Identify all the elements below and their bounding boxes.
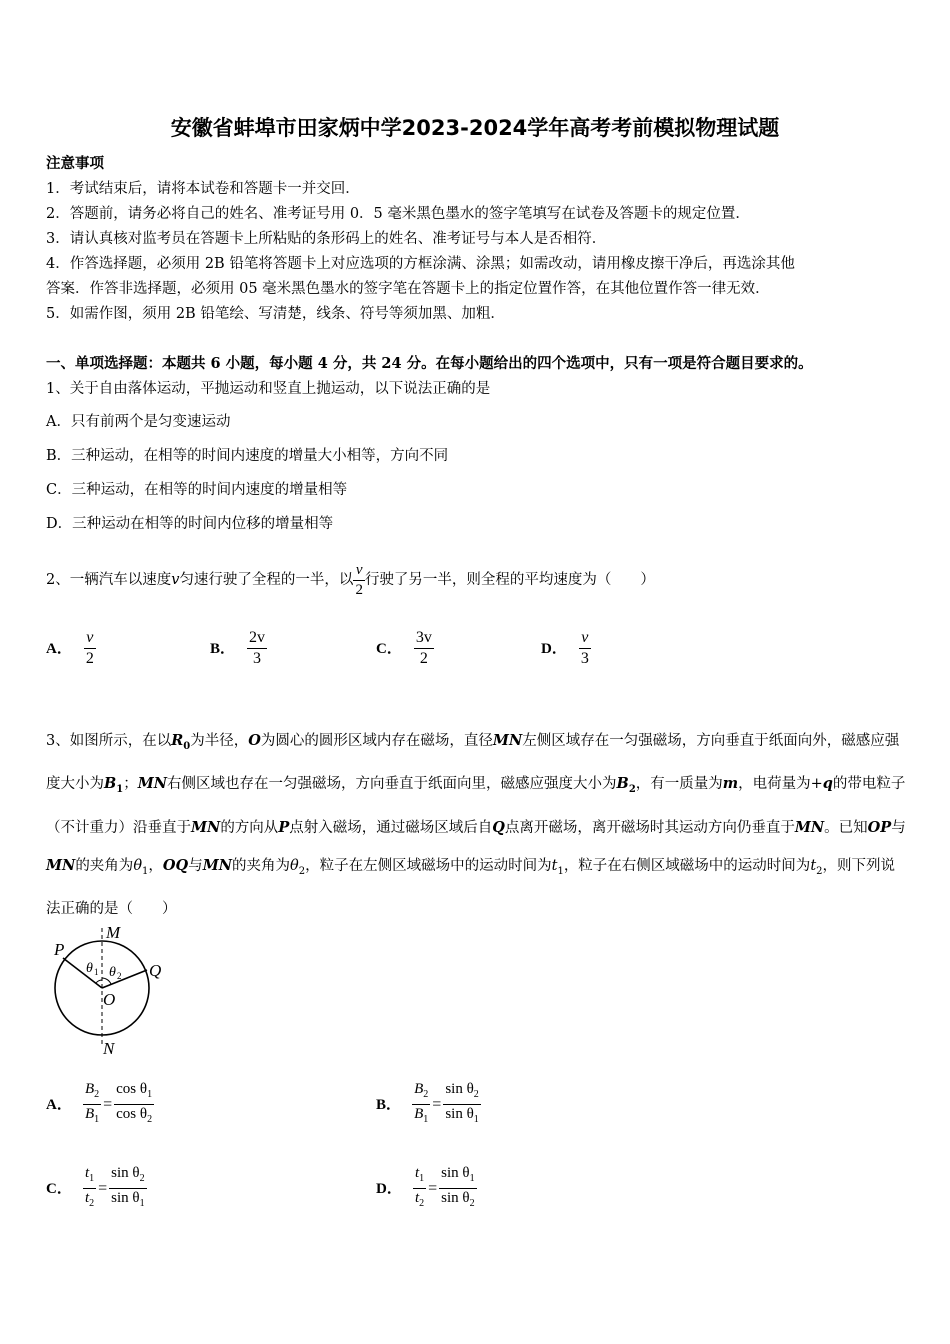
notice-item: 4．作答选择题，必须用 2B 铅笔将答题卡上对应选项的方框涂满、涂黑；如需改动，请用橡皮擦干净后，再选涂其他 bbox=[46, 256, 795, 272]
label-q: Q bbox=[149, 961, 162, 980]
notice-item: 5．如需作图，须用 2B 铅笔绘、写清楚，线条、符号等须加黑、加粗． bbox=[46, 306, 505, 322]
q2-inline-fraction: $\frac{v}{2}$ bbox=[355, 561, 363, 598]
q2-option-c: C． $\frac{3v}{2}$ bbox=[376, 629, 432, 667]
notice-item: 2．答题前，请务必将自己的姓名、准考证号用 0．5 毫米黑色墨水的签字笔填写在试卷及答题卡的规定位置． bbox=[46, 206, 750, 222]
q3-option-a: A． $\frac{B_2}{B_1}$ = $\frac{\cos \theta_1}{\cos \theta_2}$ bbox=[46, 1081, 153, 1125]
q3-option-c: C． $\frac{t_1}{t_2}$ = $\frac{\sin \theta_2}{\sin \theta_1}$ bbox=[46, 1165, 145, 1209]
label-o: O bbox=[103, 990, 116, 1009]
page-title: 安徽省蚌埠市田家炳中学2023-2024学年高考考前模拟物理试题 bbox=[170, 116, 780, 140]
q1-option-a: A．只有前两个是匀变速运动 bbox=[46, 414, 231, 430]
label-theta2-sub: 2 bbox=[117, 971, 122, 981]
label-p: P bbox=[54, 940, 65, 959]
q2-option-b: B． $\frac{2v}{3}$ bbox=[210, 629, 266, 667]
notice-item: 3．请认真核对监考员在答题卡上所粘贴的条形码上的姓名、准考证号与本人是否相符． bbox=[46, 231, 607, 247]
q3-magnetic-field-figure bbox=[46, 920, 176, 1060]
q1-option-d: D．三种运动在相等的时间内位移的增量相等 bbox=[46, 516, 334, 532]
q2-option-d: D． $\frac{v}{3}$ bbox=[541, 629, 589, 667]
q1-option-b: B．三种运动，在相等的时间内速度的增量大小相等，方向不同 bbox=[46, 448, 449, 464]
q1-option-c: C．三种运动，在相等的时间内速度的增量相等 bbox=[46, 482, 348, 498]
notice-heading: 注意事项 bbox=[46, 155, 104, 172]
q1-stem: 1、关于自由落体运动，平抛运动和竖直上抛运动，以下说法正确的是 bbox=[46, 381, 491, 397]
q2-stem bbox=[46, 548, 655, 612]
q3-option-d: D． $\frac{t_1}{t_2}$ = $\frac{\sin \theta_1}{\sin \theta_2}$ bbox=[376, 1165, 475, 1209]
q2-option-a: A． $\frac{v}{2}$ bbox=[46, 629, 94, 667]
label-theta1-sub: 1 bbox=[94, 967, 99, 977]
notice-item: 答案．作答非选择题，必须用 05 毫米黑色墨水的签字笔在答题卡上的指定位置作答，在其他位置作答一律无效． bbox=[46, 281, 770, 297]
notice-item: 1．考试结束后，请将本试卷和答题卡一并交回． bbox=[46, 181, 360, 197]
q3-stem: 3、如图所示，在以$R_0$为半径，O为圆心的圆形区域内存在磁场，直径MN左侧区域存在一匀强磁场，方向垂直于纸面向外，磁感应强度大小为$B_1$；MN右侧区域也存在一匀强磁场，方向垂直于纸面向里，磁感应强度大小为$B_2$，有一质量为m，电荷量为+q的带电粒子（不计重力）沿垂直于MN的方向从P点射入磁场，通过磁场区域后自Q点离开磁场，离开磁场时其运动方向仍垂直于MN。已知OP与MN的夹角为$\theta_1$，OQ与MN的夹角为$\theta_2$，粒子在左侧区域磁场中的运动时间为$t_1$，粒子在右侧区域磁场中的运动时间为$t_2$，则下列说法正确的是（ ） bbox=[46, 732, 906, 917]
section-heading: 一、单项选择题：本题共 6 小题，每小题 4 分，共 24 分。在每小题给出的四个选项中，只有一项是符合题目要求的。 bbox=[46, 355, 813, 372]
label-m: M bbox=[106, 923, 121, 942]
q2-var: v bbox=[171, 572, 180, 588]
label-n: N bbox=[103, 1039, 115, 1058]
q2-stem-part: 2、一辆汽车以速度 bbox=[46, 572, 172, 588]
label-theta1: θ bbox=[86, 961, 93, 976]
q2-stem-part: 行驶了另一半，则全程的平均速度为（ ） bbox=[364, 572, 655, 588]
angle-arc-1 bbox=[96, 980, 102, 983]
q3-option-b: B． $\frac{B_2}{B_1}$ = $\frac{\sin \theta_2}{\sin \theta_1}$ bbox=[376, 1081, 479, 1125]
q2-stem-part: 匀速行驶了全程的一半，以 bbox=[179, 572, 354, 588]
label-theta2: θ bbox=[109, 965, 116, 980]
